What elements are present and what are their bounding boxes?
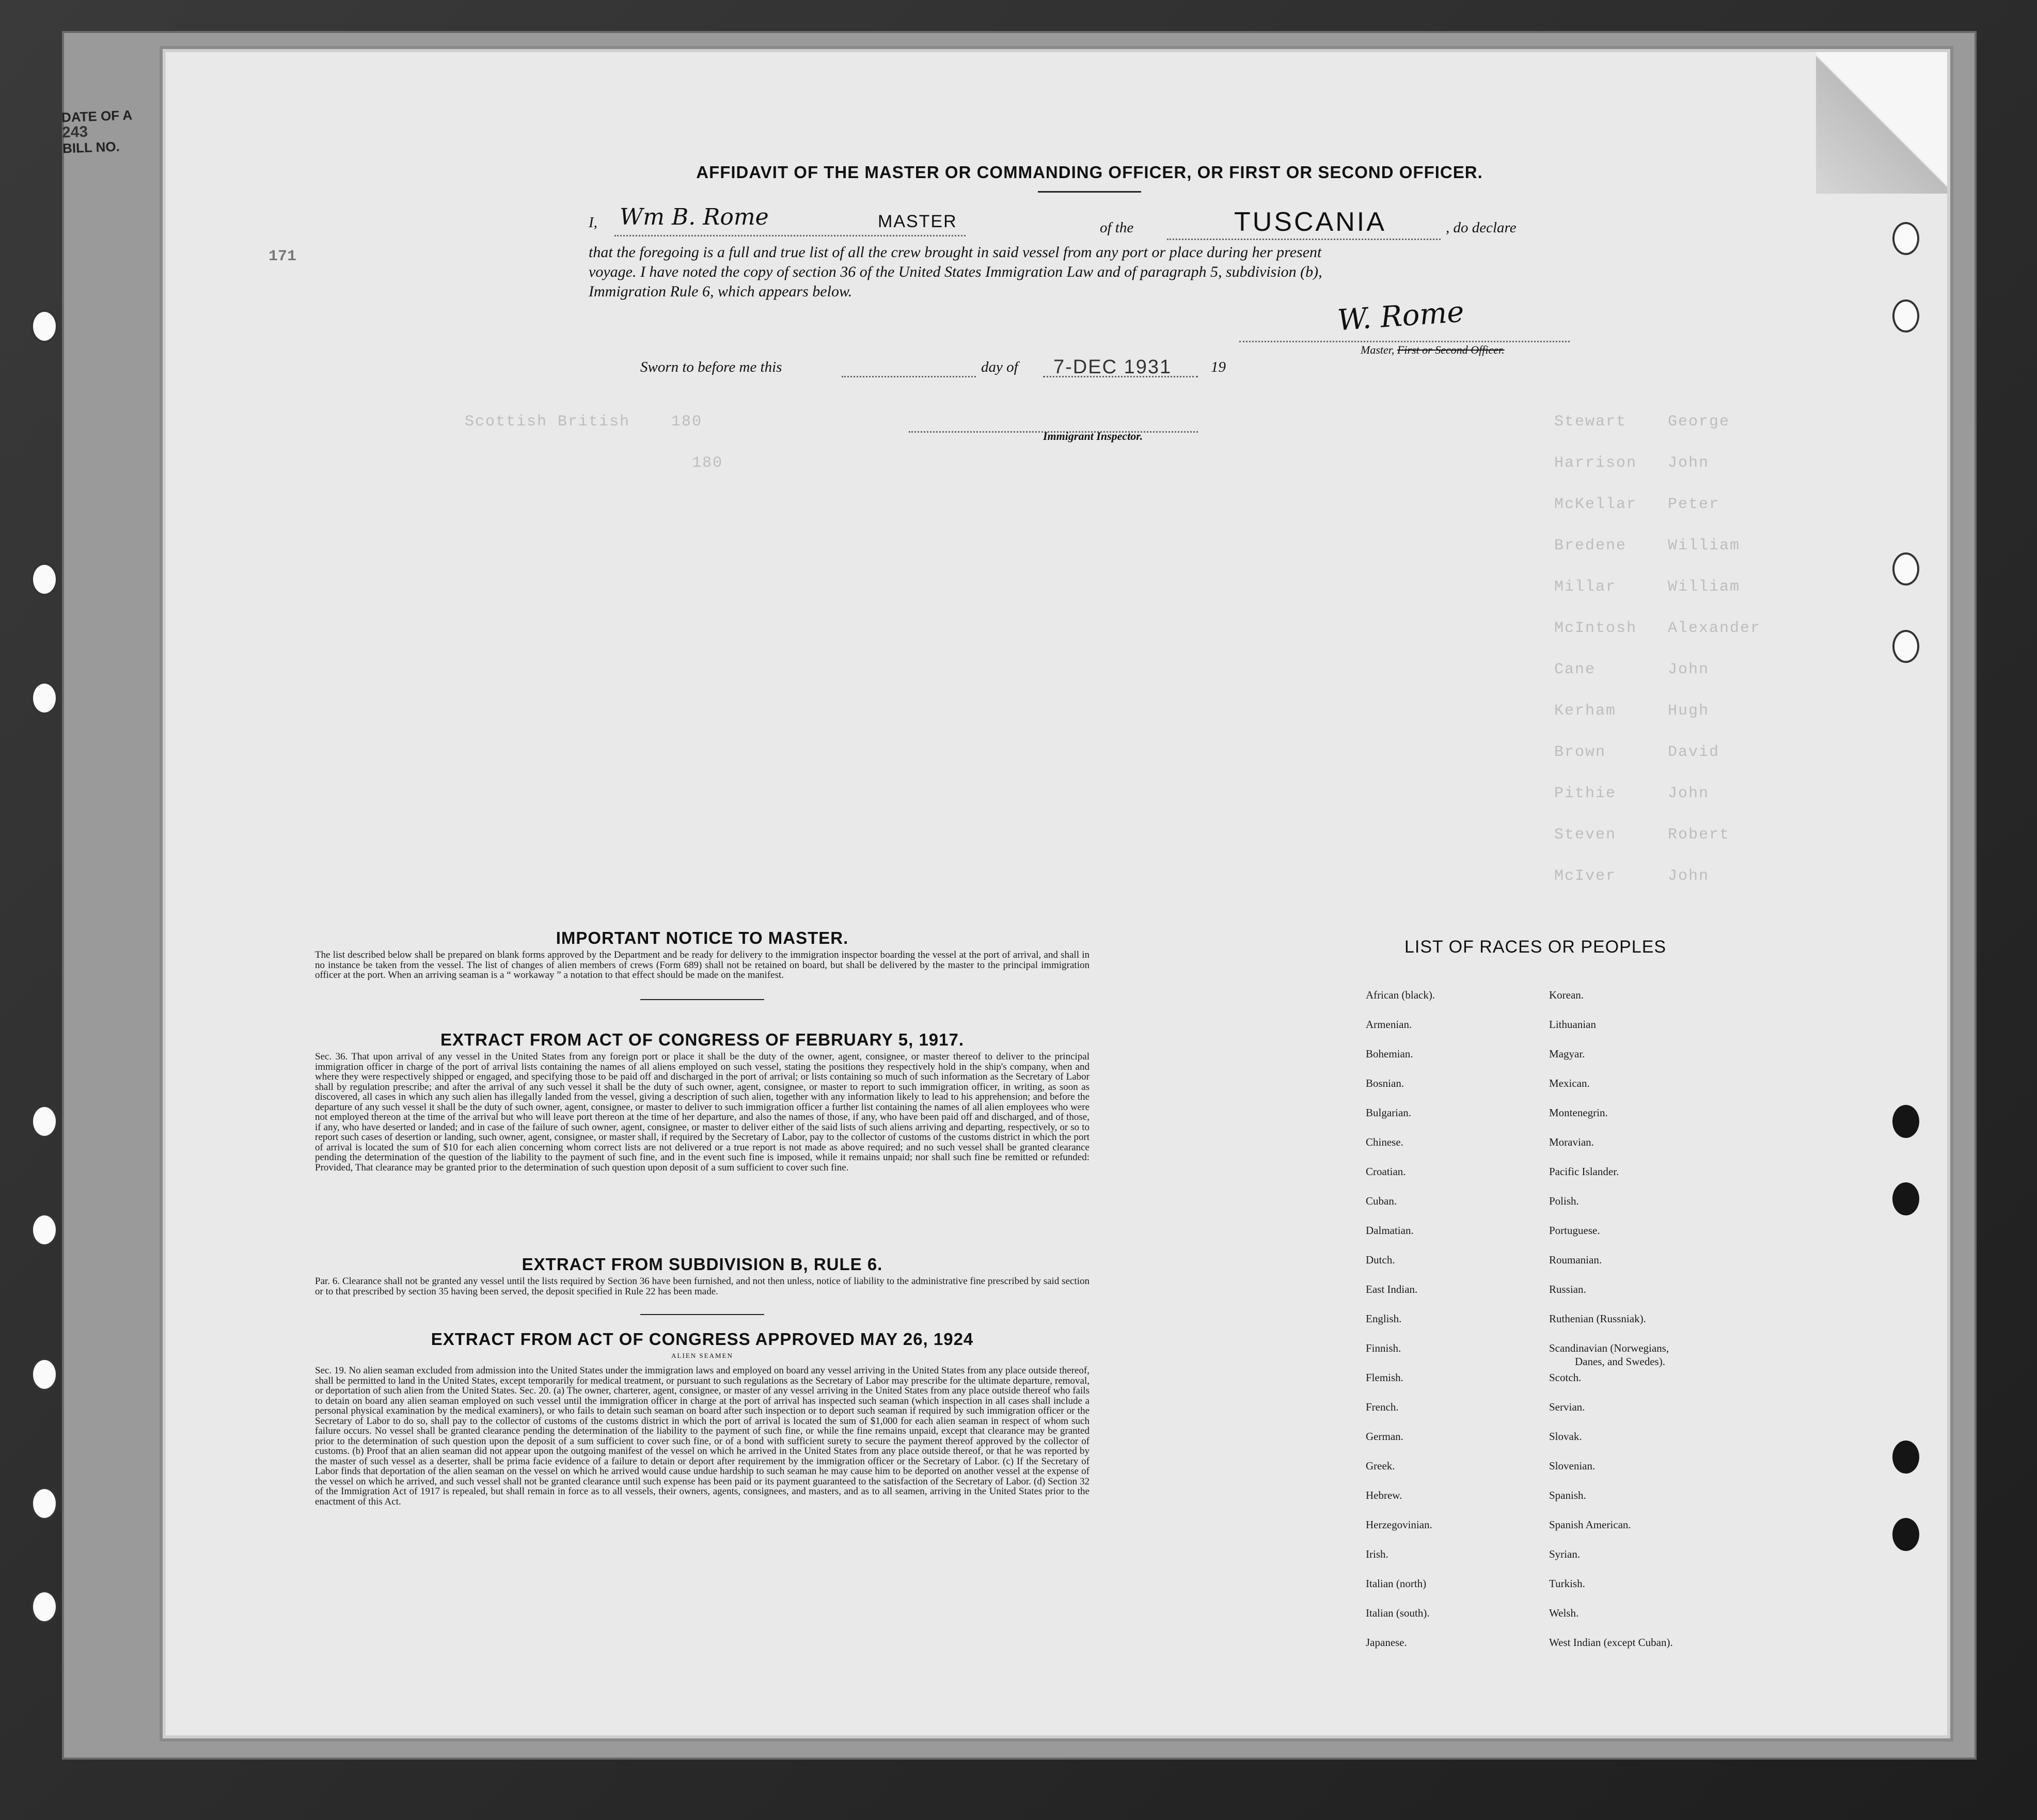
master-name-handwritten: Wm B. Rome	[620, 204, 769, 230]
divider	[1038, 191, 1141, 193]
affidavit-title: AFFIDAVIT OF THE MASTER OR COMMANDING OFFICER, OR FIRST OR SECOND OFFICER.	[696, 163, 1483, 182]
race-item: African (black).	[1366, 989, 1435, 1001]
binder-hole	[31, 1213, 58, 1246]
affidavit-text-line: that the foregoing is a full and true list of all the crew brought in said vessel from any port or place during her present	[589, 244, 1322, 261]
extract-1924-subtitle: ALIEN SEAMEN	[671, 1352, 733, 1359]
race-item: Chinese.	[1366, 1136, 1403, 1148]
race-item: Japanese.	[1366, 1636, 1407, 1649]
signature-label: Master, First or Second Officer.	[1361, 343, 1505, 356]
declare-label: , do declare	[1446, 219, 1517, 236]
race-item: Turkish.	[1549, 1577, 1585, 1590]
race-item: Danes, and Swedes).	[1575, 1355, 1665, 1368]
race-item: Mexican.	[1549, 1077, 1590, 1089]
race-item: English.	[1366, 1312, 1402, 1325]
race-item: Lithuanian	[1549, 1018, 1596, 1031]
binder-hole	[31, 682, 58, 715]
folded-corner	[1816, 49, 1950, 194]
binder-hole	[31, 563, 58, 596]
extract-1924-title: EXTRACT FROM ACT OF CONGRESS APPROVED MAY 26, 1924	[431, 1330, 974, 1349]
race-item: Italian (north)	[1366, 1577, 1427, 1590]
blank-line	[614, 235, 966, 236]
affidavit-text-line: Immigration Rule 6, which appears below.	[589, 283, 852, 300]
race-item: Italian (south).	[1366, 1607, 1430, 1619]
race-item: Ruthenian (Russniak).	[1549, 1312, 1646, 1325]
race-item: Herzegovinian.	[1366, 1518, 1432, 1531]
race-item: Bulgarian.	[1366, 1106, 1412, 1119]
binder-hole	[31, 1105, 58, 1138]
notice-text: The list described below shall be prepared on blank forms approved by the Department and be ready for delivery to the immigration inspector boarding the vessel at the port of arrival, and shall in no instance be taken from the vessel. The list of changes of alien members of crews (Form 689) shall not be retained on board, but shall be delivered by the master to the principal immigration officer at the port. When an arriving seaman is a “ workaway ” a notation to that effect should be made on the manifest.	[315, 949, 1089, 980]
race-item: Moravian.	[1549, 1136, 1594, 1148]
race-item: Dalmatian.	[1366, 1224, 1414, 1237]
binder-hole	[1892, 1441, 1919, 1474]
affidavit-text-line: voyage. I have noted the copy of section 36 of the United States Immigration Law and of paragraph 5, subdivision (b),	[589, 263, 1322, 280]
page-number: 171	[269, 248, 297, 265]
extract-rule6-text: Par. 6. Clearance shall not be granted any vessel until the lists required by Section 36 have been furnished, and not then unless, notice of liability to the administrative fine prescribed by said section or to that prescribed by section 35 having been served, the deposit specified in Rule 22 has been made.	[315, 1276, 1089, 1297]
race-item: Russian.	[1549, 1283, 1586, 1295]
race-item: Portuguese.	[1549, 1224, 1600, 1237]
extract-1917-title: EXTRACT FROM ACT OF CONGRESS OF FEBRUARY 5, 1917.	[440, 1030, 965, 1049]
signature-block	[1336, 295, 1465, 338]
race-item: Welsh.	[1549, 1607, 1579, 1619]
vessel-name: TUSCANIA	[1234, 207, 1386, 237]
binder-hole	[1892, 1518, 1919, 1551]
race-item: French.	[1366, 1401, 1399, 1413]
race-item: Greek.	[1366, 1460, 1395, 1472]
blank-line	[842, 376, 976, 377]
race-item: Irish.	[1366, 1548, 1388, 1560]
binder-hole	[1892, 630, 1919, 663]
date-stamp: 7-DEC 1931	[1053, 356, 1172, 378]
binder-hole	[31, 1358, 58, 1391]
race-item: Korean.	[1549, 989, 1584, 1001]
of-the-label: of the	[1100, 219, 1134, 236]
races-title: LIST OF RACES OR PEOPLES	[1404, 937, 1667, 957]
binder-hole	[31, 1487, 58, 1520]
blank-line	[1167, 239, 1441, 240]
inspector-label: Immigrant Inspector.	[1043, 430, 1143, 442]
race-item: Scandinavian (Norwegians,	[1549, 1342, 1669, 1354]
race-item: Servian.	[1549, 1401, 1585, 1413]
race-item: Pacific Islander.	[1549, 1165, 1619, 1178]
binder-hole	[31, 1590, 58, 1623]
race-item: Roumanian.	[1549, 1254, 1602, 1266]
extract-1917-text: Sec. 36. That upon arrival of any vessel in the United States from any foreign port or place it shall be the duty of the owner, agent, consignee, or master thereof to deliver to the principal immigration officer in charge of the port of arrival lists containing the names of all aliens employed on such vessel, stating the positions they respectively hold in the ship's company, when and where they were respectively shipped or engaged, and specifying those to be paid off and discharged in the port of arrival; or lists containing so much of such information as the Secretary of Labor shall by regulation prescribe; and after the arrival of any such vessel it shall be the duty of such owner, agent, consignee, or master to report to such immigration officer, in writing, as soon as discovered, all cases in which any such alien has illegally landed from the vessel, giving a description of such alien, together with any information likely to lead to his apprehension; and before the departure of any such vessel it shall be the duty of such owner, agent, consignee, or master to deliver to such immigration officer a further list containing the names of all alien employees who were not employed thereon at the time of the arrival but who will leave port thereon at the time of her departure, and also the names of those, if any, who have been paid off and discharged, and of those, if any, who have deserted or landed; and in case of the failure of such owner, agent, consignee, or master to deliver either of the said lists of such aliens arriving and departing, respectively, or so to report such cases of desertion or landing, such owner, agent, consignee, or master shall, if required by the Secretary of Labor, pay to the collector of customs of the customs district in which the port of arrival is located the sum of $10 for each alien concerning whom correct lists are not delivered or a true report is not made as above required; and no such vessel shall be granted clearance pending the determination of the question of the liability to the payment of such fine, and in the event such fine is imposed, while it remains unpaid; nor shall such fine be remitted or refunded: Provided, That clearance may be granted prior to the determination of such question upon deposit of a sum sufficient to cover such fine.	[315, 1051, 1089, 1173]
affidavit-prefix: I,	[589, 214, 597, 231]
rank-label: MASTER	[878, 212, 957, 231]
race-item: Hebrew.	[1366, 1489, 1402, 1501]
binder-hole	[1892, 1182, 1919, 1215]
race-item: Flemish.	[1366, 1371, 1403, 1384]
race-item: Bosnian.	[1366, 1077, 1404, 1089]
binder-hole	[1892, 552, 1919, 585]
race-item: Slovenian.	[1549, 1460, 1596, 1472]
race-item: Montenegrin.	[1549, 1106, 1608, 1119]
race-item: Spanish.	[1549, 1489, 1586, 1501]
divider	[640, 999, 764, 1000]
blank-line	[1043, 376, 1198, 377]
race-item: Croatian.	[1366, 1165, 1406, 1178]
extract-rule6-title: EXTRACT FROM SUBDIVISION B, RULE 6.	[522, 1255, 883, 1274]
notice-title: IMPORTANT NOTICE TO MASTER.	[556, 928, 849, 947]
race-item: Magyar.	[1549, 1048, 1585, 1060]
sworn-label: Sworn to before me this	[640, 359, 782, 375]
race-item: West Indian (except Cuban).	[1549, 1636, 1673, 1649]
race-item: Cuban.	[1366, 1195, 1397, 1207]
binder-hole	[31, 310, 58, 343]
binder-hole	[1892, 222, 1919, 255]
race-item: Polish.	[1549, 1195, 1579, 1207]
race-item: Spanish American.	[1549, 1518, 1631, 1531]
race-item: Slovak.	[1549, 1430, 1582, 1443]
master-signature: W. Rome	[1336, 295, 1465, 338]
day-of-label: day of	[981, 359, 1018, 375]
race-item: Dutch.	[1366, 1254, 1395, 1266]
race-item: German.	[1366, 1430, 1403, 1443]
race-item: East Indian.	[1366, 1283, 1418, 1295]
binder-hole	[1892, 299, 1919, 333]
race-item: Bohemian.	[1366, 1048, 1413, 1060]
divider	[640, 1314, 764, 1315]
race-item: Finnish.	[1366, 1342, 1401, 1354]
signature-line	[1239, 341, 1570, 342]
race-item: Syrian.	[1549, 1548, 1581, 1560]
extract-1924-text: Sec. 19. No alien seaman excluded from admission into the United States under the immigration laws and employed on board any vessel arriving in the United States from any place outside thereof, shall be permitted to land in the United States, except temporarily for medical treatment, or pursuant to such regulations as the Secretary of Labor may prescribe for the ultimate departure, removal, or deportation of such alien from the United States. Sec. 20. (a) The owner, charterer, agent, consignee, or master of any vessel arriving in the United States from any place outside thereof who fails to detain on board any alien seaman employed on such vessel until the immigration officer in charge at the port of arrival has inspected such seaman (which inspection in all cases shall include a personal physical examination by the medical examiners), or who fails to detain such seaman on board after such inspection or to deport such seaman if required by such immigration officer or the Secretary of Labor to do so, shall pay to the collector of customs of the customs district in which the port of arrival is located the sum of $1,000 for each alien seaman in respect of whom such failure occurs. No vessel shall be granted clearance pending the determination of the liability to the payment of such fine, or while the fine remains unpaid, except that clearance may be granted prior to the determination of such question upon the deposit of a sum sufficient to cover such fine, or of a bond with sufficient surety to secure the payment thereof approved by the collector of customs. (b) Proof that an alien seaman did not appear upon the outgoing manifest of the vessel on which he arrived in the United States from any place outside thereof, or that he was reported by the master of such vessel as a deserter, shall be prima facie evidence of a failure to detain or deport after requirement by the immigration officer or the Secretary of Labor. (c) If the Secretary of Labor finds that deportation of the alien seaman on the vessel on which he arrived would cause undue hardship to such seaman he may cause him to be deported on another vessel at the expense of the vessel on which he arrived, and such vessel shall not be granted clearance until such expense has been paid or its payment guaranteed to the satisfaction of the Secretary of Labor. (d) Section 32 of the Immigration Act of 1917 is repealed, but shall remain in force as to all vessels, their owners, agents, consignees, and masters, and as to all seamen, arriving in the United States prior to the enactment of this Act.	[315, 1365, 1089, 1507]
race-item: Scotch.	[1549, 1371, 1582, 1384]
year-label: 19	[1211, 359, 1226, 375]
received-stamp: DATE OF A 243 BILL NO.	[61, 107, 133, 156]
race-item: Armenian.	[1366, 1018, 1412, 1031]
binder-hole	[1892, 1105, 1919, 1138]
